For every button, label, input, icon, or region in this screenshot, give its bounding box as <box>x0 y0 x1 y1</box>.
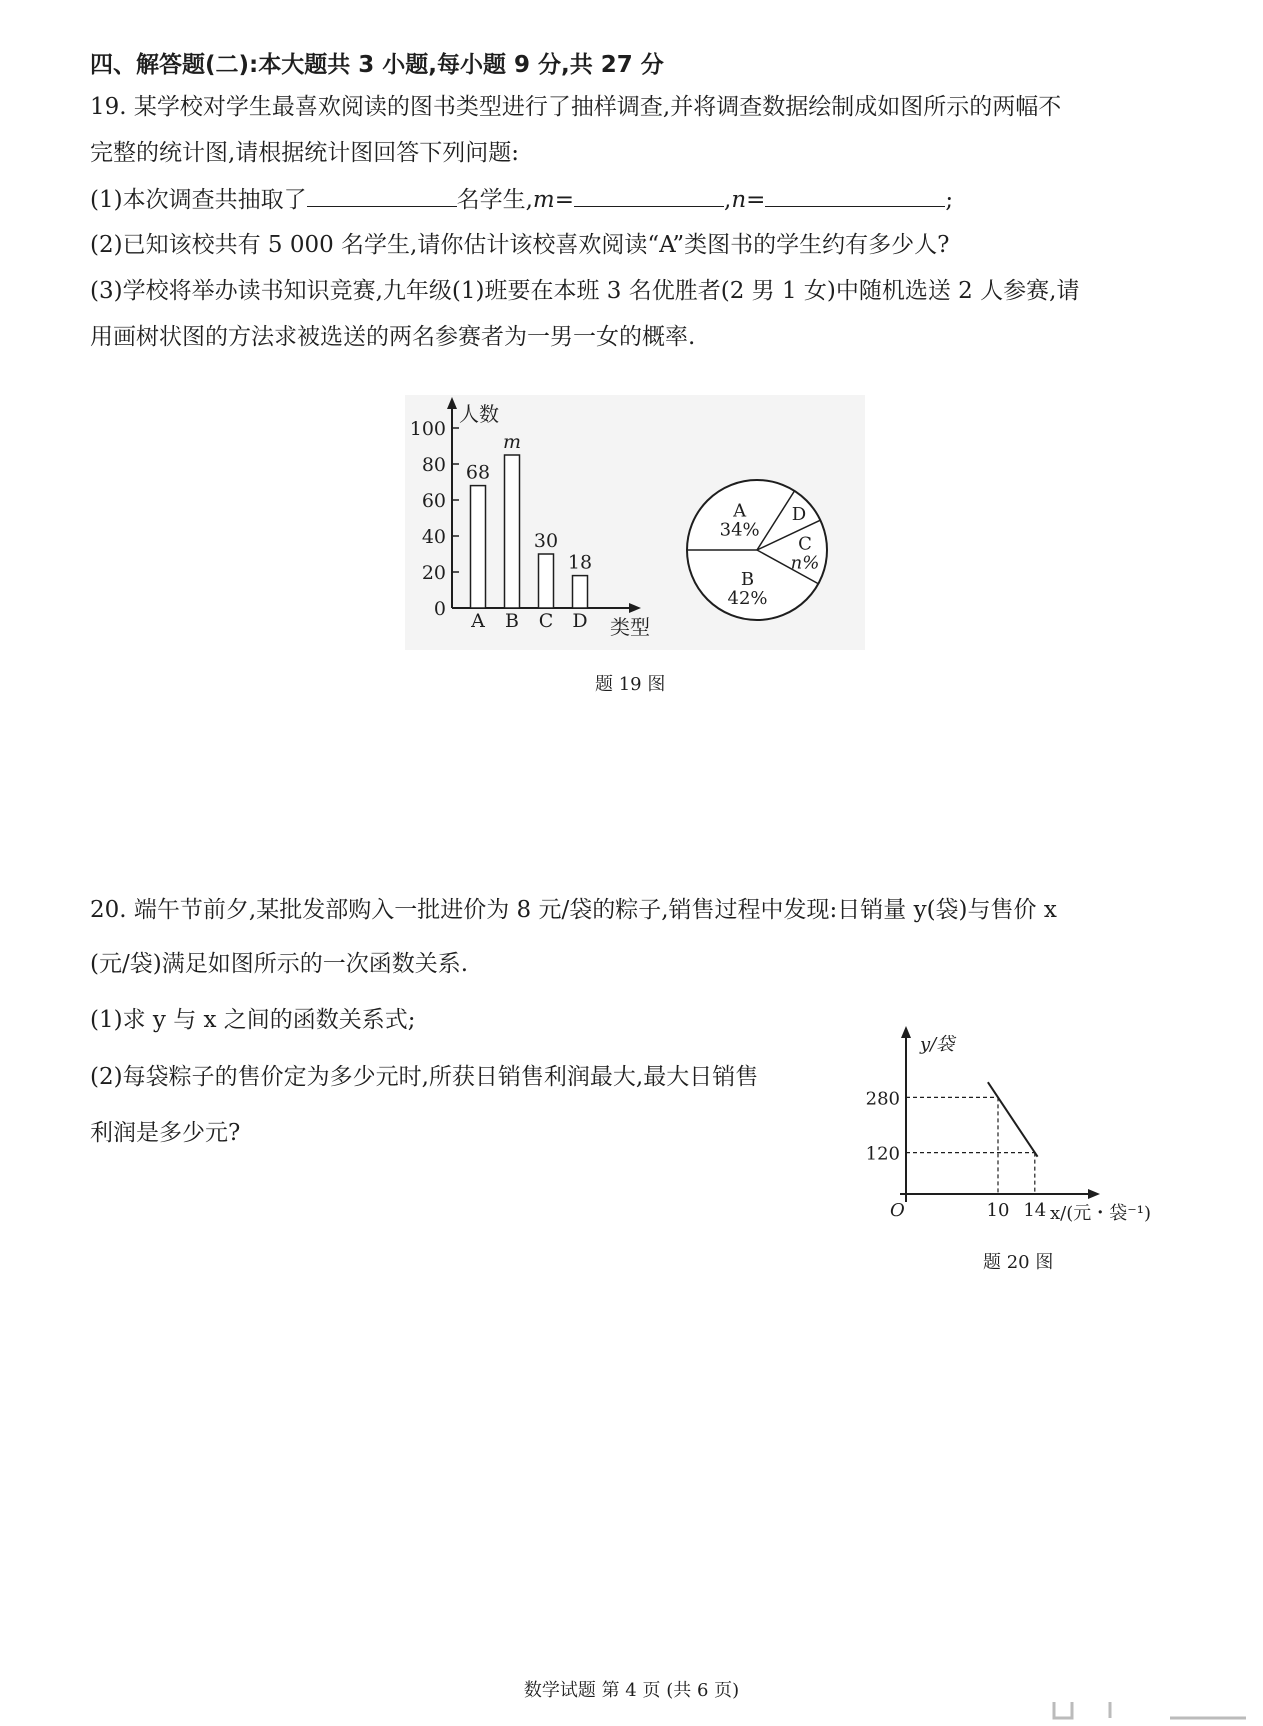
q19-part1-end: ; <box>945 187 954 213</box>
line-graph <box>866 1026 1151 1222</box>
line-y-axis-arrow <box>901 1026 911 1038</box>
bar-ytick-label: 100 <box>409 418 446 440</box>
figure-19-caption: 题 19 图 <box>595 674 666 695</box>
bar-data-label: 30 <box>533 530 559 552</box>
q19-n-label: n= <box>731 187 766 213</box>
corner-marks <box>1050 1700 1250 1722</box>
q19-part2: (2)已知该校共有 5 000 名学生,请你估计该校喜欢阅读“A”类图书的学生约有多少人? <box>90 232 950 258</box>
q20-part2-line2: 利润是多少元? <box>90 1120 241 1146</box>
q20-part2-line1: (2)每袋粽子的售价定为多少元时,所获日销售利润最大,最大日销售 <box>90 1064 759 1090</box>
pie-slice-label: A <box>733 500 747 522</box>
line-ytick-label: 120 <box>865 1143 900 1165</box>
line-xlabel: x/(元・袋⁻¹) <box>1050 1203 1151 1222</box>
line-ytick-label: 280 <box>865 1088 900 1110</box>
line-x-axis-arrow <box>1088 1189 1100 1199</box>
corner-mark-left <box>1054 1702 1072 1718</box>
pie-slice-value: 34% <box>719 519 760 541</box>
line-xtick-label: 10 <box>986 1200 1010 1221</box>
bar-A <box>471 486 486 608</box>
bar-C <box>539 554 554 608</box>
bar-ytick-label: 60 <box>421 490 446 512</box>
bar-category-label: A <box>471 610 485 632</box>
q19-part1-text-a: (1)本次调查共抽取了 <box>90 187 307 213</box>
function-line <box>988 1082 1038 1157</box>
pie-slice-value: n% <box>790 552 820 574</box>
section-header: 四、解答题(二):本大题共 3 小题,每小题 9 分,共 27 分 <box>90 52 664 78</box>
line-xtick-label: 14 <box>1023 1200 1047 1221</box>
bar-data-label: m <box>502 431 522 453</box>
figure-20 <box>860 1022 1170 1222</box>
bar-ytick-label: 80 <box>421 454 446 476</box>
page-footer: 数学试题 第 4 页 (共 6 页) <box>523 1680 740 1701</box>
pie-slice-value: 42% <box>727 587 768 609</box>
pie-slice-label: C <box>798 533 812 555</box>
q19-line1: 19. 某学校对学生最喜欢阅读的图书类型进行了抽样调查,并将调查数据绘制成如图所示的两幅不 <box>90 94 1062 120</box>
q19-line2: 完整的统计图,请根据统计图回答下列问题: <box>90 140 520 166</box>
bar-category-label: D <box>572 610 588 632</box>
bar-xlabel: 类型 <box>610 615 650 639</box>
pie-slice-label: B <box>740 568 755 590</box>
pie-chart <box>687 480 827 620</box>
line-ylabel: y/袋 <box>920 1034 955 1055</box>
bar-ytick-label: 40 <box>421 526 446 548</box>
answer-blank-n[interactable] <box>765 184 945 207</box>
figure-19 <box>405 395 865 650</box>
bar-data-label: 68 <box>465 461 491 484</box>
q20-part1: (1)求 y 与 x 之间的函数关系式; <box>90 1007 416 1033</box>
bar-category-label: C <box>538 610 554 632</box>
q19-part1-text-b: 名学生, <box>456 187 533 213</box>
bar-ylabel: 人数 <box>459 402 499 426</box>
line-origin-label: O <box>890 1200 905 1221</box>
bar-B <box>505 455 520 608</box>
bar-D <box>573 576 588 608</box>
q19-m-label: m= <box>532 187 574 213</box>
q20-line2: (元/袋)满足如图所示的一次函数关系. <box>90 951 469 977</box>
q19-part3-line1: (3)学校将举办读书知识竞赛,九年级(1)班要在本班 3 名优胜者(2 男 1 女)中随机选送 2 人参赛,请 <box>90 278 1080 304</box>
bar-ytick-label: 20 <box>421 562 446 584</box>
bar-ytick-label: 0 <box>433 598 446 620</box>
bar-data-label: 18 <box>567 551 593 574</box>
q19-part1 <box>90 184 953 215</box>
figure-20-caption: 题 20 图 <box>983 1252 1054 1273</box>
bar-category-label: B <box>505 610 519 632</box>
q19-sep: , <box>724 187 732 213</box>
q19-part3-line2: 用画树状图的方法求被选送的两名参赛者为一男一女的概率. <box>90 324 696 350</box>
q20-line1: 20. 端午节前夕,某批发部购入一批进价为 8 元/袋的粽子,销售过程中发现:日销量 y(袋)与售价 x <box>90 897 1057 923</box>
pie-slice-label: D <box>791 503 807 525</box>
answer-blank-total[interactable] <box>307 184 457 207</box>
answer-blank-m[interactable] <box>574 184 724 207</box>
